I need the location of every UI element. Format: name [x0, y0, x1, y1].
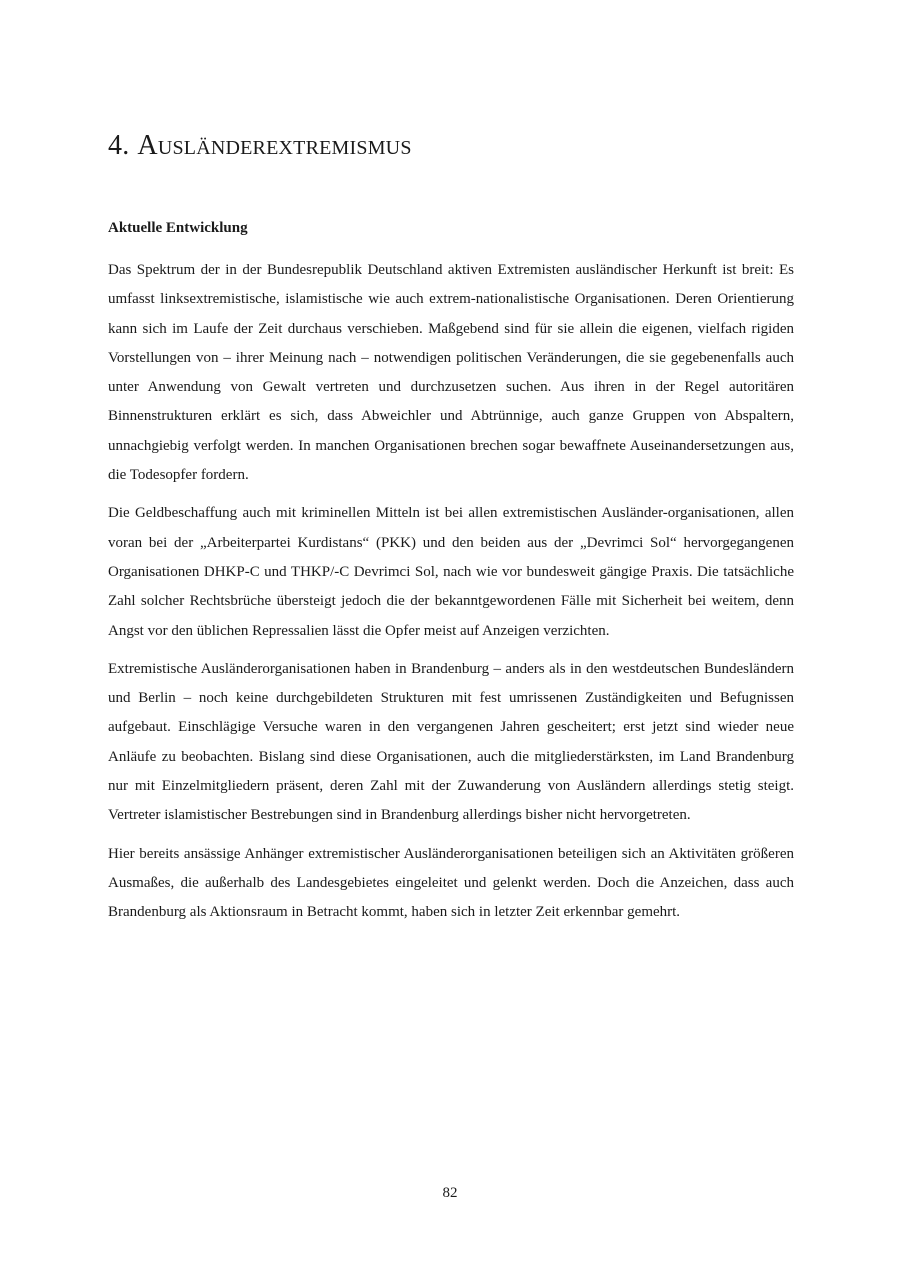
paragraph-2: Die Geldbeschaffung auch mit kriminellen Mitteln ist bei allen extremistischen Ausländer-organisationen, allen voran bei der „Arbeiterpartei Kurdistans“ (PKK) und den beiden aus der „Devrimci Sol“ hervorgegangenen Organisationen DHKP-C und THKP/-C Devrimci Sol, nach wie vor bundesweit gängige Praxis. Die tatsächliche Zahl solcher Rechtsbrüche übersteigt jedoch die der bekanntgewordenen Fälle mit Sicherheit bei weitem, denn Angst vor den üblichen Repressalien lässt die Opfer meist auf Anzeigen verzichten.: [108, 505, 794, 639]
paragraph-3: Extremistische Ausländerorganisationen haben in Brandenburg – anders als in den westdeutschen Bundesländern und Berlin – noch keine durchgebildeten Strukturen mit fest umrissenen Zuständigkeiten und Befugnissen aufgebaut. Einschlägige Versuche waren in den vergangenen Jahren gescheitert; erst jetzt sind wieder neue Anläufe zu beobachten. Bislang sind diese Organisationen, auch die mitgliederstärksten, im Land Brandenburg nur mit Einzelmitgliedern präsent, deren Zahl mit der Zuwanderung von Ausländern allerdings stetig steigt. Vertreter islamistischer Bestrebungen sind in Brandenburg allerdings bisher nicht hervorgetreten.: [108, 660, 794, 824]
chapter-title: [108, 130, 412, 162]
paragraph-1: Das Spektrum der in der Bundesrepublik Deutschland aktiven Extremisten ausländischer Herkunft ist breit: Es umfasst linksextremistische, islamistische wie auch extrem-nationalistische Organisationen. Deren Orientierung kann sich im Laufe der Zeit durchaus verschieben. Maßgebend sind für sie allein die eigenen, vielfach rigiden Vorstellungen von – ihrer Meinung nach – notwendigen politischen Veränderungen, die sie gegebenenfalls auch unter Anwendung von Gewalt vertreten und durchzusetzen suchen. Aus ihren in der Regel autoritären Binnenstrukturen erklärt es sich, dass Abweichler und Abtrünnige, auch ganze Gruppen von Abspaltern, unnachgiebig verfolgt werden. In manchen Organisationen brechen sogar bewaffnete Auseinandersetzungen aus, die Todesopfer fordern.: [108, 262, 794, 484]
paragraph-4: Hier bereits ansässige Anhänger extremistischer Ausländerorganisationen beteiligen sich an Aktivitäten größeren Ausmaßes, die außerhalb des Landesgebietes eingeleitet und gelenkt werden. Doch die Anzeichen, dass auch Brandenburg als Aktionsraum in Betracht kommt, haben sich in letzter Zeit erkennbar gemehrt.: [108, 845, 794, 921]
body-text: [108, 256, 794, 937]
page-number: 82: [442, 1185, 458, 1201]
chapter-title-text: Ausländerextremismus: [137, 130, 412, 161]
section-heading: Aktuelle Entwicklung: [108, 220, 248, 236]
chapter-number: 4.: [108, 130, 130, 161]
